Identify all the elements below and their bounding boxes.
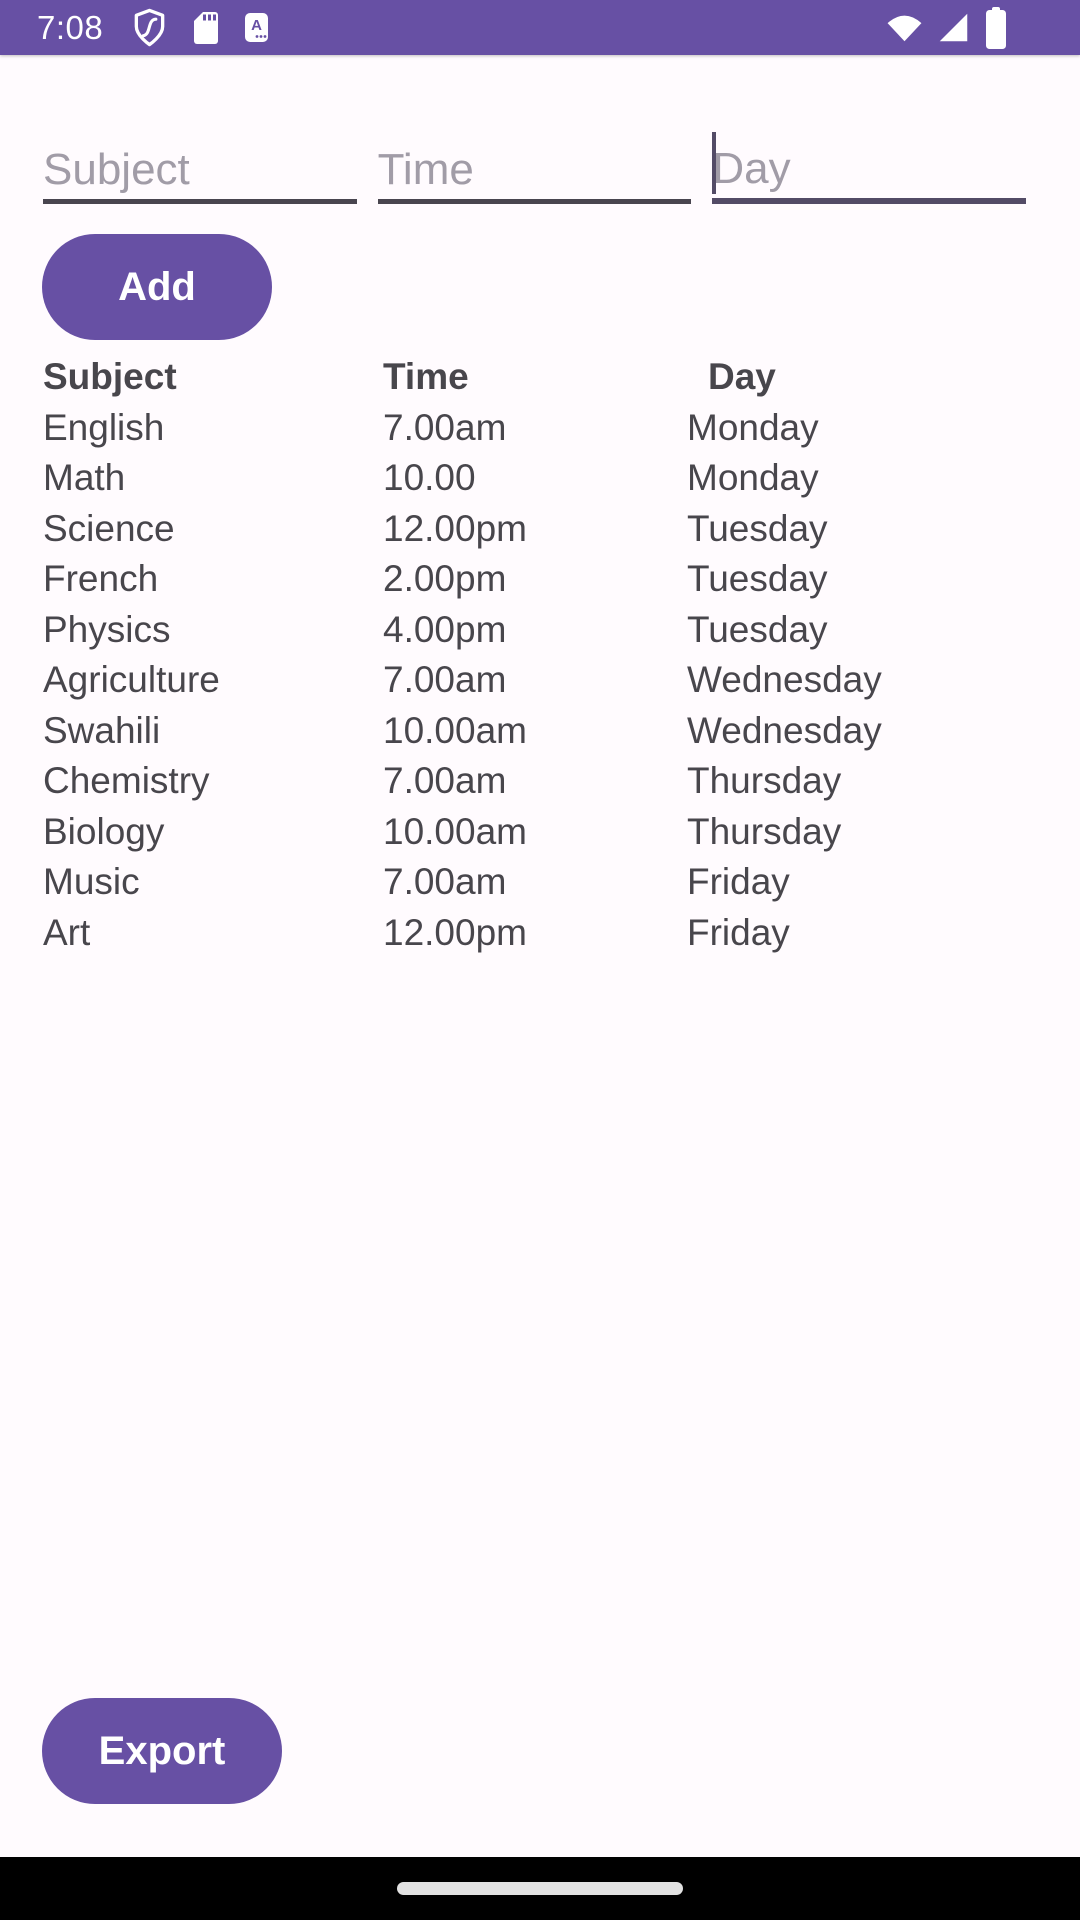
day-input[interactable] bbox=[712, 144, 1026, 194]
table-row bbox=[43, 605, 1080, 656]
sim-card-icon bbox=[194, 12, 218, 44]
header-subject: Subject bbox=[43, 356, 177, 397]
entry-form bbox=[43, 120, 1026, 204]
day-field bbox=[712, 120, 1026, 204]
cell-subject: English bbox=[43, 406, 165, 448]
status-bar bbox=[0, 0, 1080, 55]
cell-day: Tuesday bbox=[687, 558, 828, 599]
cell-subject: Art bbox=[43, 911, 91, 953]
cell-time: 7.00am bbox=[383, 760, 507, 801]
cell-subject: Math bbox=[43, 457, 126, 498]
cellular-signal-icon bbox=[938, 13, 969, 42]
table-row bbox=[43, 453, 1080, 504]
cell-subject: Chemistry bbox=[43, 760, 210, 801]
cell-day: Friday bbox=[687, 911, 790, 953]
cell-time: 10.00am bbox=[383, 810, 527, 852]
status-time: 7:08 bbox=[37, 8, 104, 46]
battery-icon bbox=[984, 7, 1008, 49]
cell-day: Monday bbox=[687, 457, 819, 498]
cell-subject: Agriculture bbox=[43, 659, 220, 700]
cell-time: 2.00pm bbox=[383, 558, 507, 599]
time-input[interactable] bbox=[378, 145, 692, 195]
cell-day: Thursday bbox=[687, 810, 842, 852]
cell-time: 10.00 bbox=[383, 457, 476, 498]
cell-day: Wednesday bbox=[687, 659, 882, 700]
shield-icon bbox=[132, 8, 167, 47]
cell-day: Friday bbox=[687, 861, 790, 902]
subject-field bbox=[43, 120, 357, 204]
cell-subject: Science bbox=[43, 507, 175, 549]
table-row bbox=[43, 857, 1080, 908]
cell-time: 4.00pm bbox=[383, 608, 507, 650]
table-row bbox=[43, 706, 1080, 757]
header-time: Time bbox=[383, 356, 469, 397]
time-field bbox=[378, 120, 692, 204]
cell-time: 7.00am bbox=[383, 406, 507, 448]
status-left-icons bbox=[132, 8, 268, 47]
cell-day: Tuesday bbox=[687, 608, 828, 650]
export-button[interactable]: Export bbox=[42, 1698, 282, 1804]
table-row bbox=[43, 908, 1080, 959]
cell-subject: French bbox=[43, 558, 159, 599]
table-row bbox=[43, 756, 1080, 807]
cell-day: Monday bbox=[687, 406, 819, 448]
cell-subject: Swahili bbox=[43, 709, 161, 751]
subject-input[interactable] bbox=[43, 145, 357, 195]
timetable bbox=[43, 352, 1080, 958]
cell-subject: Music bbox=[43, 861, 140, 902]
cell-time: 7.00am bbox=[383, 659, 507, 700]
add-button[interactable]: Add bbox=[42, 234, 272, 340]
table-row bbox=[43, 504, 1080, 555]
table-row bbox=[43, 554, 1080, 605]
svg-text:A: A bbox=[251, 17, 263, 34]
table-body bbox=[43, 403, 1080, 959]
cell-time: 12.00pm bbox=[383, 911, 527, 953]
home-indicator-handle[interactable] bbox=[397, 1882, 683, 1895]
cell-time: 10.00am bbox=[383, 709, 527, 751]
cell-subject: Biology bbox=[43, 810, 165, 852]
letter-a-icon bbox=[245, 13, 268, 42]
navigation-bar bbox=[0, 1857, 1080, 1920]
cell-time: 12.00pm bbox=[383, 507, 527, 549]
cell-day: Thursday bbox=[687, 760, 842, 801]
table-header-row bbox=[43, 352, 1080, 403]
cell-day: Tuesday bbox=[687, 507, 828, 549]
cell-day: Wednesday bbox=[687, 709, 882, 751]
table-row bbox=[43, 403, 1080, 454]
table-row bbox=[43, 807, 1080, 858]
wifi-icon bbox=[886, 13, 923, 42]
table-row bbox=[43, 655, 1080, 706]
status-right-icons bbox=[886, 7, 1080, 49]
header-day: Day bbox=[708, 356, 776, 397]
cell-time: 7.00am bbox=[383, 861, 507, 902]
cell-subject: Physics bbox=[43, 608, 171, 650]
